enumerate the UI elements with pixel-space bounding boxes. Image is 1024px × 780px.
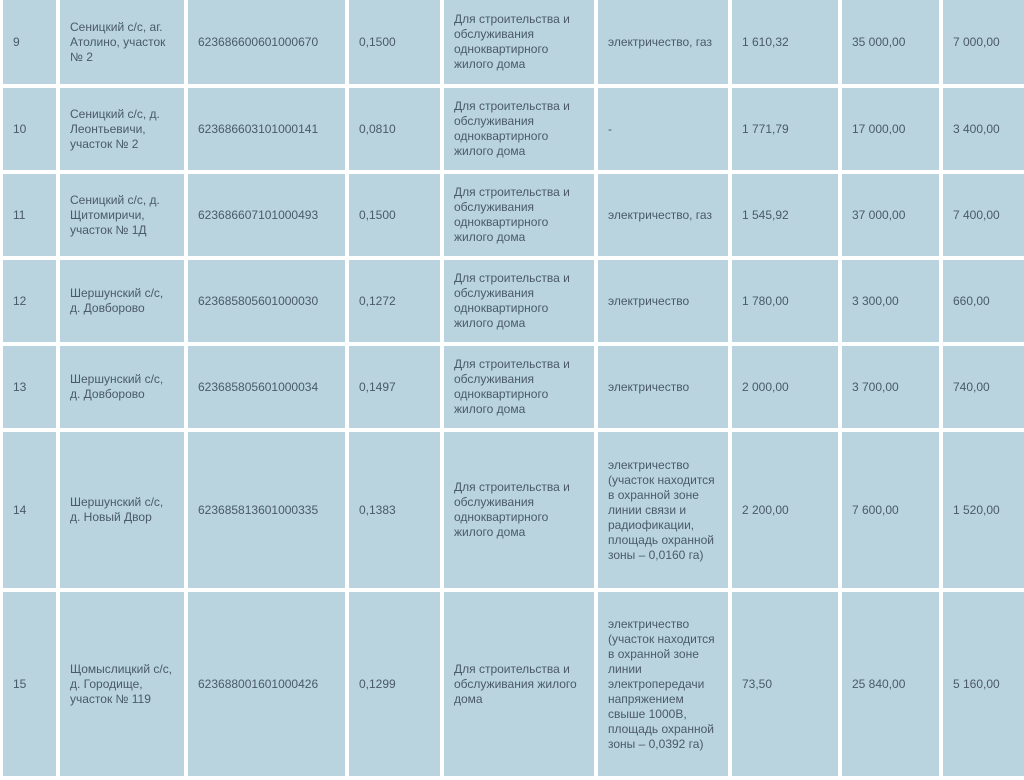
plot-area: 0,1497	[349, 346, 440, 428]
value-cell-3: 3 400,00	[943, 88, 1024, 170]
cadastral-number: 623686603101000141	[188, 88, 345, 170]
engineering-infrastructure: электричество (участок находится в охранной зоне линии связи и радиофикации, площадь охранной зоны – 0,0160 га)	[598, 432, 728, 588]
plot-purpose: Для строительства и обслуживания одноквартирного жилого дома	[444, 88, 594, 170]
plot-purpose: Для строительства и обслуживания одноквартирного жилого дома	[444, 260, 594, 342]
lot-number: 9	[3, 0, 56, 84]
cadastral-number: 623685813601000335	[188, 432, 345, 588]
cadastral-number: 623686607101000493	[188, 174, 345, 256]
engineering-infrastructure: электричество, газ	[598, 0, 728, 84]
value-cell-3: 1 520,00	[943, 432, 1024, 588]
plot-area: 0,0810	[349, 88, 440, 170]
plot-location: Шершунский с/с, д. Довборово	[60, 346, 184, 428]
table-row	[3, 88, 1024, 170]
plot-location: Шершунский с/с, д. Новый Двор	[60, 432, 184, 588]
plot-area: 0,1299	[349, 592, 440, 776]
cadastral-number: 623686600601000670	[188, 0, 345, 84]
value-cell-3: 740,00	[943, 346, 1024, 428]
lot-number: 12	[3, 260, 56, 342]
lot-number: 14	[3, 432, 56, 588]
lot-number: 10	[3, 88, 56, 170]
plot-area: 0,1383	[349, 432, 440, 588]
value-cell-2: 35 000,00	[842, 0, 939, 84]
plot-location: Щомыслицкий с/с, д. Городище, участок № 119	[60, 592, 184, 776]
table-row	[3, 432, 1024, 588]
plot-purpose: Для строительства и обслуживания одноквартирного жилого дома	[444, 174, 594, 256]
value-cell-1: 2 200,00	[732, 432, 838, 588]
value-cell-2: 25 840,00	[842, 592, 939, 776]
plot-area: 0,1272	[349, 260, 440, 342]
engineering-infrastructure: электричество	[598, 260, 728, 342]
value-cell-2: 17 000,00	[842, 88, 939, 170]
table-row	[3, 592, 1024, 776]
cadastral-number: 623685805601000034	[188, 346, 345, 428]
value-cell-3: 7 000,00	[943, 0, 1024, 84]
value-cell-1: 1 610,32	[732, 0, 838, 84]
table-row	[3, 174, 1024, 256]
engineering-infrastructure: электричество, газ	[598, 174, 728, 256]
value-cell-1: 1 545,92	[732, 174, 838, 256]
engineering-infrastructure: -	[598, 88, 728, 170]
plot-location: Сеницкий с/с, аг. Атолино, участок № 2	[60, 0, 184, 84]
plot-area: 0,1500	[349, 174, 440, 256]
value-cell-3: 660,00	[943, 260, 1024, 342]
value-cell-1: 2 000,00	[732, 346, 838, 428]
table-row	[3, 346, 1024, 428]
lot-number: 15	[3, 592, 56, 776]
plot-location: Сеницкий с/с, д. Щитомиричи, участок № 1Д	[60, 174, 184, 256]
value-cell-2: 3 700,00	[842, 346, 939, 428]
value-cell-2: 7 600,00	[842, 432, 939, 588]
value-cell-3: 5 160,00	[943, 592, 1024, 776]
plot-location: Сеницкий с/с, д. Леонтьевичи, участок № 2	[60, 88, 184, 170]
lot-number: 13	[3, 346, 56, 428]
value-cell-3: 7 400,00	[943, 174, 1024, 256]
engineering-infrastructure: электричество (участок находится в охранной зоне линии электропередачи напряжением свыше 1000В, площадь охранной зоны – 0,0392 га)	[598, 592, 728, 776]
table-row	[3, 260, 1024, 342]
cadastral-number: 623688001601000426	[188, 592, 345, 776]
value-cell-1: 1 771,79	[732, 88, 838, 170]
plot-area: 0,1500	[349, 0, 440, 84]
lot-number: 11	[3, 174, 56, 256]
cadastral-number: 623685805601000030	[188, 260, 345, 342]
plot-location: Шершунский с/с, д. Довборово	[60, 260, 184, 342]
table-row	[3, 0, 1024, 84]
value-cell-2: 37 000,00	[842, 174, 939, 256]
engineering-infrastructure: электричество	[598, 346, 728, 428]
plot-purpose: Для строительства и обслуживания одноквартирного жилого дома	[444, 346, 594, 428]
plot-purpose: Для строительства и обслуживания одноквартирного жилого дома	[444, 432, 594, 588]
plot-purpose: Для строительства и обслуживания жилого дома	[444, 592, 594, 776]
value-cell-2: 3 300,00	[842, 260, 939, 342]
value-cell-1: 1 780,00	[732, 260, 838, 342]
plot-purpose: Для строительства и обслуживания одноквартирного жилого дома	[444, 0, 594, 84]
value-cell-1: 73,50	[732, 592, 838, 776]
